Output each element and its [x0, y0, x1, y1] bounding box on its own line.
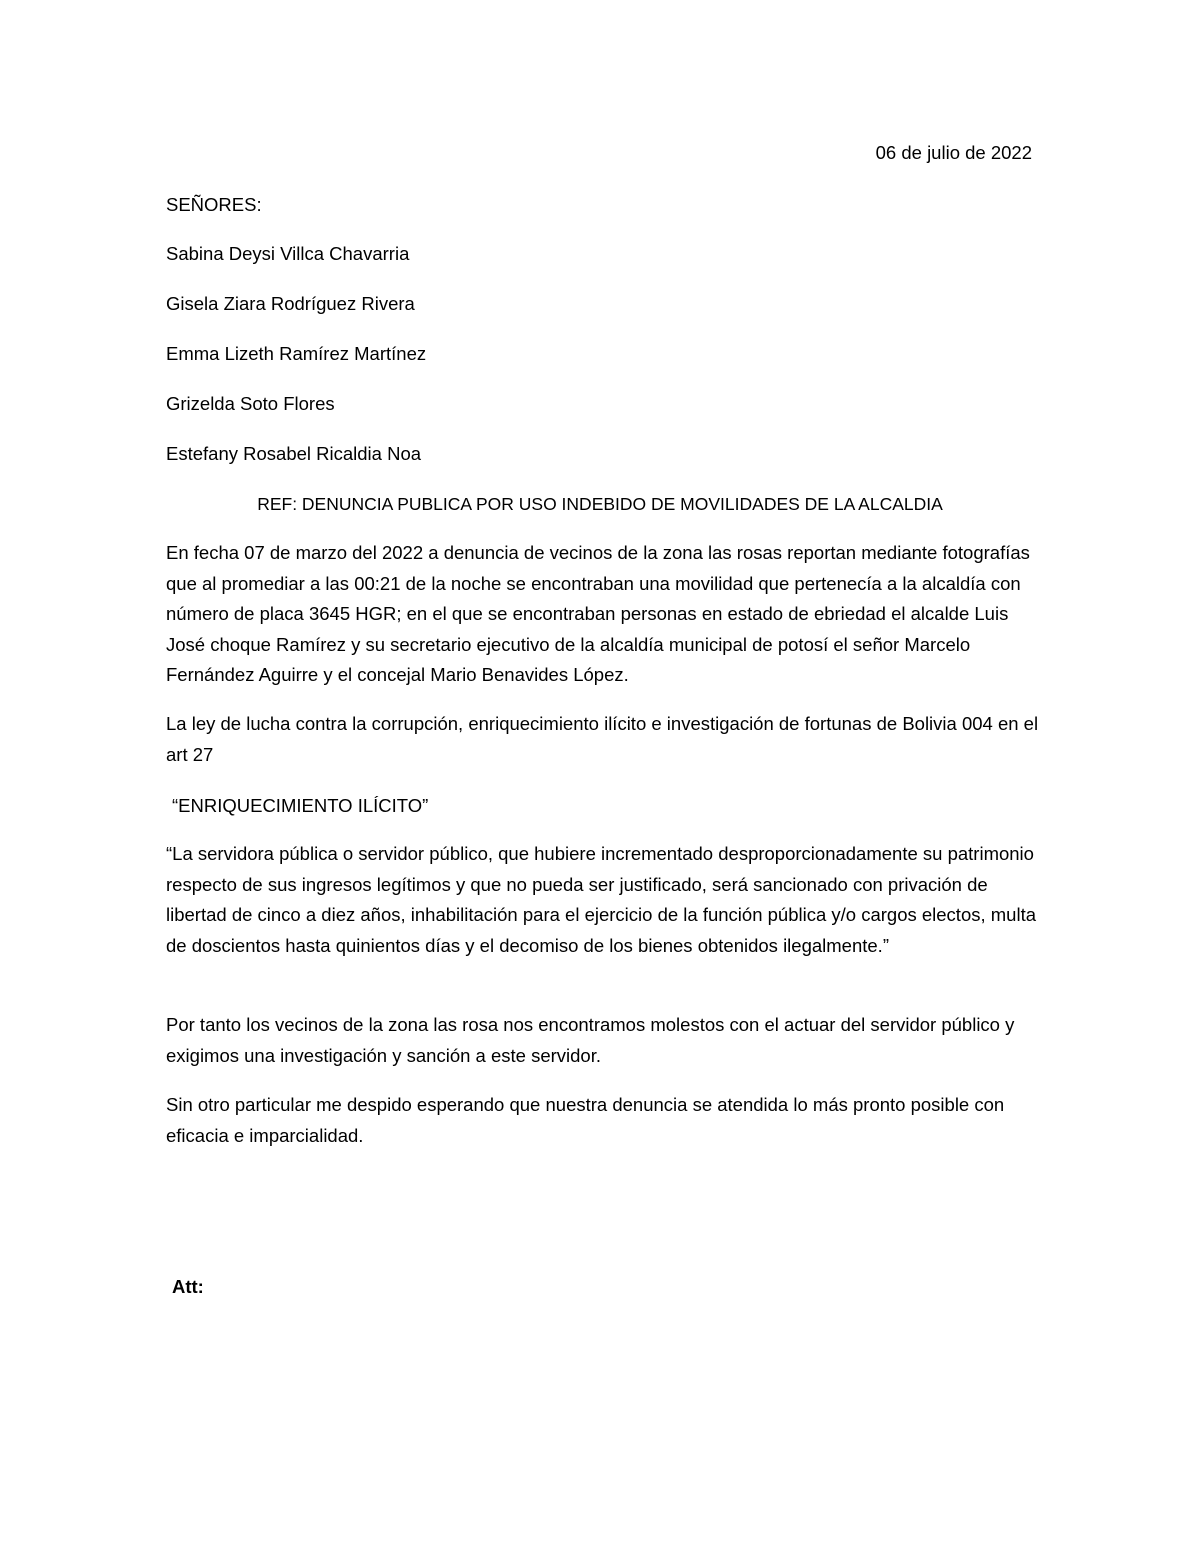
- paragraph-law: La ley de lucha contra la corrupción, enriquecimiento ilícito e investigación de fortunas de Bolivia 004 en el art 27: [166, 713, 1039, 765]
- recipient-1: Sabina Deysi Villca Chavarria: [166, 243, 410, 264]
- article-quote: “La servidora pública o servidor público, que hubiere incrementado desproporcionadamente su patrimonio respecto de sus ingresos legítimos y que no pueda ser justificado, será sancionado con privación de libertad de cinco a diez años, inhabilitación para el ejercicio de la función pública y/o cargos electos, multa de doscientos hasta quinientos días y el decomiso de los bienes obtenidos ilegalmente.”: [166, 843, 1037, 956]
- salutation: SEÑORES:: [166, 194, 262, 215]
- recipient-2: Gisela Ziara Rodríguez Rivera: [166, 293, 415, 314]
- paragraph-complaint: En fecha 07 de marzo del 2022 a denuncia de vecinos de la zona las rosas reportan mediante fotografías que al promediar a las 00:21 de la noche se encontraban una movilidad que pertenecía a la alcaldía con número de placa 3645 HGR; en el que se encontraban personas en estado de ebriedad el alcalde Luis José choque Ramírez y su secretario ejecutivo de la alcaldía municipal de potosí el señor Marcelo Fernández Aguirre y el concejal Mario Benavides López.: [166, 542, 1030, 686]
- recipient-3: Emma Lizeth Ramírez Martínez: [166, 343, 427, 364]
- article-title: “ENRIQUECIMIENTO ILÍCITO”: [172, 795, 429, 816]
- letter-date: 06 de julio de 2022: [875, 142, 1032, 163]
- paragraph-demand: Por tanto los vecinos de la zona las rosa nos encontramos molestos con el actuar del servidor público y exigimos una investigación y sanción a este servidor.: [166, 1014, 1015, 1066]
- closing-att: Att:: [172, 1276, 204, 1297]
- recipient-5: Estefany Rosabel Ricaldia Noa: [166, 443, 422, 464]
- recipient-4: Grizelda Soto Flores: [166, 393, 335, 414]
- reference-line: REF: DENUNCIA PUBLICA POR USO INDEBIDO DE MOVILIDADES DE LA ALCALDIA: [257, 494, 943, 514]
- paragraph-farewell: Sin otro particular me despido esperando que nuestra denuncia se atendida lo más pronto posible con eficacia e imparcialidad.: [166, 1094, 1005, 1146]
